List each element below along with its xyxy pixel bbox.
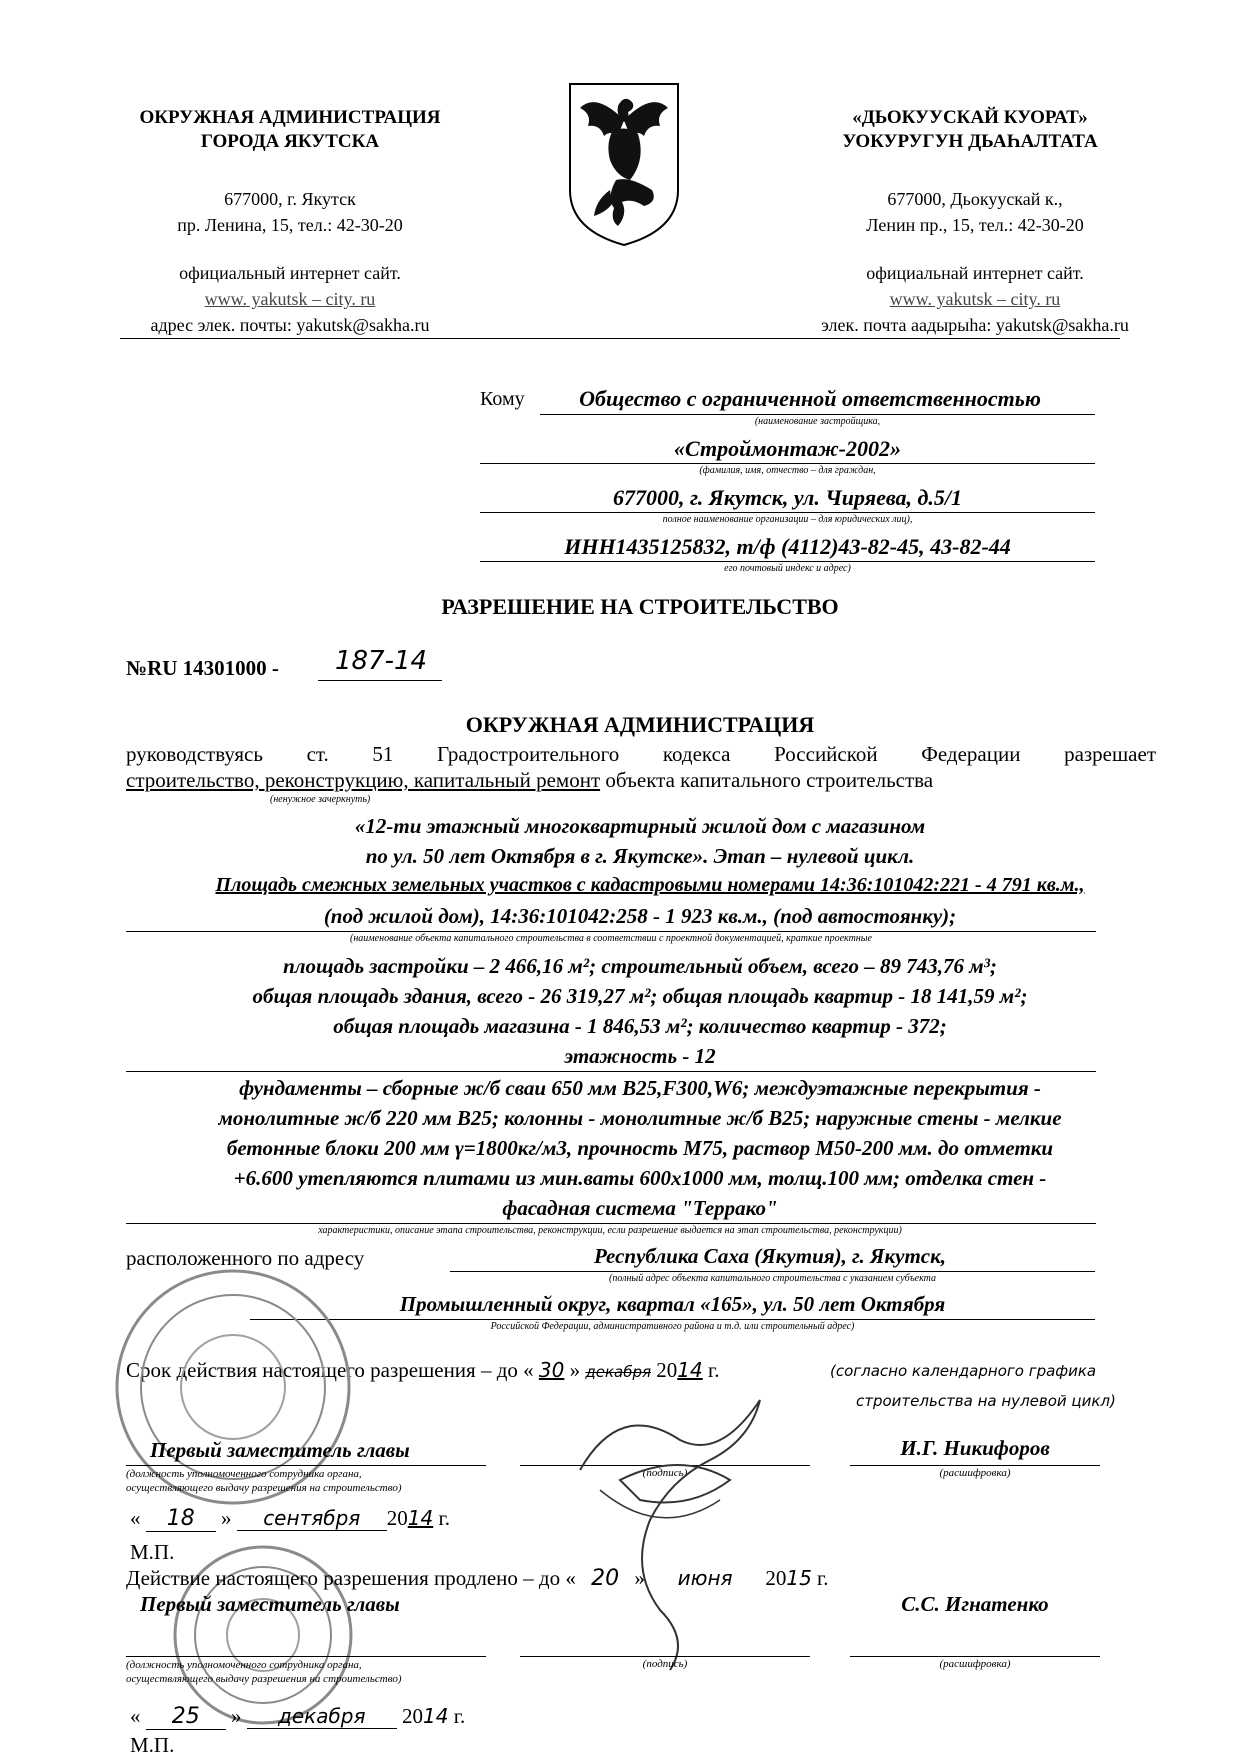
extension-caption-position (126, 1658, 401, 1686)
recipient-rule1 (540, 414, 1095, 415)
object-rule (126, 931, 1096, 932)
recipient-rule2 (480, 463, 1095, 464)
recipient-rule4 (480, 561, 1095, 562)
extension-date-suffix: г. (453, 1704, 466, 1728)
signature1-caption-sign: (подпись) (642, 1467, 688, 1479)
params-line2: общая площадь здания, всего - 26 319,27 м²; общая площадь квартир - 18 141,59 м²; (252, 984, 1028, 1008)
signature1-position: Первый заместитель главы (150, 1438, 410, 1462)
coat-of-arms-emblem (566, 80, 682, 248)
validity-close-quote: » (569, 1358, 581, 1382)
header-right-address: 677000, Дьокуускай к., (887, 189, 1063, 209)
stage-line2: монолитные ж/б 220 мм В25; колонны - монолитные ж/б В25; наружные стены - мелкие (218, 1106, 1062, 1130)
permit-number-rule (318, 680, 442, 681)
after-struck-text: объекта капитального строительства (605, 768, 934, 792)
signature1-caption-position-l2: осуществляющего выдачу разрешения на строительство) (126, 1482, 402, 1494)
extension-date-year-prefix: 20 (402, 1704, 423, 1728)
caption-address1: (полный адрес объекта капитального строительства с указанием субъекта (609, 1273, 936, 1284)
extension-date (130, 1704, 465, 1730)
header-left-contacts (100, 186, 480, 338)
extension-position: Первый заместитель главы (140, 1592, 400, 1616)
extension-position-rule (126, 1656, 486, 1657)
signature1-caption-position-l1: (должность уполномоченного сотрудника органа, (126, 1468, 362, 1480)
header-right-email: элек. почта аадырыһа: yakutsk@sakha.ru (821, 315, 1129, 335)
header-left-org-line1: ОКРУЖНАЯ АДМИНИСТРАЦИЯ (139, 107, 441, 128)
stage-line3: бетонные блоки 200 мм γ=1800кг/м3, прочность М75, раствор М50-200 мм. до отметки (226, 1136, 1054, 1160)
object-line3: Площадь смежных земельных участков с кадастровыми номерами 14:36:101042:221 - 4 791 кв.м., (215, 874, 1085, 896)
params-rule (126, 1071, 1096, 1072)
extension-row (126, 1566, 829, 1591)
signature1-date-year-prefix: 20 (386, 1506, 408, 1530)
validity-day: 30 (538, 1358, 565, 1382)
authority-heading: ОКРУЖНАЯ АДМИНИСТРАЦИЯ (465, 712, 815, 737)
extension-date-month: декабря (247, 1704, 397, 1729)
extension-year: 15 (786, 1566, 812, 1590)
extension-date-year: 14 (423, 1704, 449, 1728)
extension-caption-position-l1: (должность уполномоченного сотрудника органа, (126, 1659, 362, 1671)
recipient-caption1: (наименование застройщика, (754, 416, 881, 427)
extension-caption-name: (расшифровка) (939, 1658, 1011, 1670)
header-right-org (780, 106, 1160, 154)
header-left-address: 677000, г. Якутск (224, 189, 356, 209)
header-left-org (100, 106, 480, 154)
signature1-date (130, 1506, 450, 1532)
extension-name: С.С. Игнатенко (901, 1592, 1049, 1616)
address-rule2 (250, 1319, 1095, 1320)
located-label: расположенного по адресу (126, 1246, 365, 1270)
extension-caption-sign: (подпись) (642, 1658, 688, 1670)
header-left-org-line2: ГОРОДА ЯКУТСКА (200, 131, 380, 152)
extension-day: 20 (591, 1566, 620, 1591)
object-line4: (под жилой дом), 14:36:101042:258 - 1 923 кв.м., (под автостоянку); (323, 904, 957, 928)
header-right-org-line2: УОКУРУГУН ДЬАҺАЛТАТА (842, 131, 1098, 152)
signature1-name: И.Г. Никифоров (900, 1436, 1050, 1460)
body-intro: руководствуясь ст. 51 Градостроительного кодекса Российской Федерации разрешает (126, 742, 1156, 766)
object-line2: по ул. 50 лет Октября в г. Якутске». Этап – нулевой цикл. (365, 844, 915, 868)
stage-line4: +6.600 утепляются плитами из мин.ваты 600х1000 мм, толщ.100 мм; отделка стен - (233, 1166, 1047, 1190)
params-line4: этажность - 12 (564, 1044, 716, 1068)
signature1-mp: М.П. (130, 1540, 175, 1564)
validity-month: декабря (585, 1363, 651, 1381)
address-line1: Республика Саха (Якутия), г. Якутск, (593, 1244, 947, 1268)
header-right-site-url[interactable]: www. yakutsk – city. ru (889, 289, 1061, 309)
signature1-date-month: сентября (237, 1506, 387, 1531)
signature1-date-suffix: г. (438, 1506, 450, 1530)
signature1-date-day: 18 (146, 1506, 216, 1532)
extension-suffix: г. (817, 1566, 829, 1590)
extension-close-quote: » (634, 1566, 645, 1590)
validity-year-prefix: 20 (656, 1358, 678, 1382)
recipient-line4: ИНН1435125832, т/ф (4112)43-82-45, 43-82-44 (564, 534, 1011, 559)
recipient-line2: «Строймонтаж-2002» (673, 436, 901, 461)
validity-year-suffix: г. (707, 1358, 720, 1382)
recipient-caption2: (фамилия, имя, отчество – для граждан, (699, 465, 876, 476)
header-right-site-label: официальнай интернет сайт. (866, 263, 1084, 283)
stage-line5: фасадная система "Террако" (502, 1196, 778, 1220)
struck-options: строительство, реконструкцию, капитальный ремонт (126, 768, 601, 792)
extension-date-close: » (231, 1704, 242, 1728)
stage-line1: фундаменты – сборные ж/б сваи 650 мм В25,F300,W6; междуэтажные перекрытия - (239, 1076, 1041, 1100)
caption-struck: (ненужное зачеркнуть) (270, 794, 371, 805)
recipient-to-label: Кому (480, 388, 525, 410)
header-left-site-url[interactable]: www. yakutsk – city. ru (204, 289, 376, 309)
body-struck-line (126, 768, 933, 793)
extension-mp: М.П. (130, 1736, 175, 1754)
object-line1: «12-ти этажный многоквартирный жилой дом с магазином (354, 814, 926, 838)
signature1-date-year: 14 (407, 1506, 434, 1530)
recipient-rule3 (480, 512, 1095, 513)
recipient-line3: 677000, г. Якутск, ул. Чиряева, д.5/1 (612, 485, 963, 510)
signature1-caption-name: (расшифровка) (939, 1467, 1011, 1479)
params-line3: общая площадь магазина - 1 846,53 м²; количество квартир - 372; (333, 1014, 947, 1038)
address-rule1 (450, 1271, 1095, 1272)
stage-rule (126, 1223, 1096, 1224)
header-left-site-label: официальный интернет сайт. (179, 263, 401, 283)
header-divider (120, 338, 1120, 339)
recipient-caption4: его почтовый индекс и адрес) (724, 563, 851, 574)
caption-address2: Российской Федерации, административного района и т.д. или строительный адрес) (490, 1321, 855, 1332)
signature1-caption-position (126, 1467, 401, 1495)
handwritten-signature (560, 1380, 820, 1680)
document-title: РАЗРЕШЕНИЕ НА СТРОИТЕЛЬСТВО (441, 594, 839, 619)
header-left-phone: пр. Ленина, 15, тел.: 42-30-20 (177, 215, 403, 235)
signature1-date-open: « (130, 1506, 141, 1530)
extension-date-open: « (130, 1704, 141, 1728)
address-line2: Промышленный округ, квартал «165», ул. 50 лет Октября (399, 1292, 946, 1316)
validity-note-line1: (согласно календарного графика (830, 1362, 1097, 1380)
extension-date-day: 25 (146, 1704, 226, 1730)
validity-label: Срок действия настоящего разрешения – до « (126, 1358, 534, 1382)
extension-name-rule (850, 1656, 1100, 1657)
extension-month: июня (677, 1566, 733, 1590)
caption-stage: характеристики, описание этапа строительства, реконструкции, если разрешение выдается на этап строительства, реконструкции) (318, 1225, 902, 1236)
recipient-caption3: полное наименование организации – для юридических лиц), (662, 514, 913, 525)
header-right-contacts (780, 186, 1170, 338)
signature1-position-rule (126, 1465, 486, 1466)
extension-caption-position-l2: осуществляющего выдачу разрешения на строительство) (126, 1673, 402, 1685)
extension-sign-rule (520, 1656, 810, 1657)
recipient-line1: Общество с ограниченной ответственностью (579, 386, 1041, 411)
header-left-email: адрес элек. почты: yakutsk@sakha.ru (150, 315, 430, 335)
permit-number-prefix: №RU 14301000 - (126, 656, 279, 680)
permit-number-handwritten: 187-14 (334, 646, 428, 676)
header-right-org-line1: «ДЬОКУУСКАЙ КУОРАТ» (852, 107, 1088, 128)
header-right-phone: Ленин пр., 15, тел.: 42-30-20 (866, 215, 1084, 235)
signature1-date-close: » (221, 1506, 232, 1530)
validity-year: 14 (677, 1358, 703, 1382)
validity-note-line2: строительства на нулевой цикл) (856, 1392, 1116, 1410)
extension-year-prefix: 20 (765, 1566, 787, 1590)
extension-label: Действие настоящего разрешения продлено – до « (126, 1566, 576, 1590)
signature1-name-rule (850, 1465, 1100, 1466)
caption-object: (наименование объекта капитального строительства в соответствии с проектной документацией, краткие проектные (350, 933, 872, 944)
params-line1: площадь застройки – 2 466,16 м²; строительный объем, всего – 89 743,76 м³; (283, 954, 997, 978)
